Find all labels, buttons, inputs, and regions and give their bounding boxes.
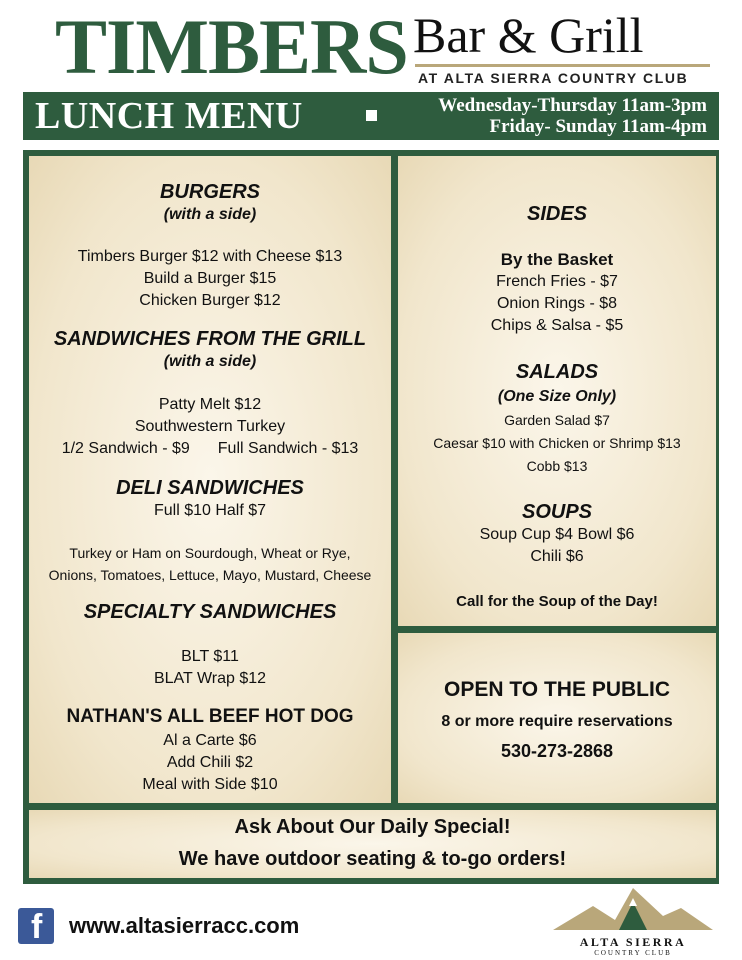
bottom-banner (29, 810, 716, 878)
soup-of-day-note: Call for the Soup of the Day! (456, 593, 658, 610)
sides-subtitle: By the Basket (500, 250, 614, 269)
soups-heading: SOUPS (521, 501, 593, 523)
logo-subtitle: COUNTRY CLUB (594, 949, 672, 957)
deli-heading: DELI SANDWICHES (116, 477, 304, 499)
menu-item: Meal with Side $10 (142, 776, 278, 793)
right-menu-panel (398, 156, 716, 626)
brand-title: TIMBERS (55, 3, 408, 90)
menu-item: Onion Rings - $8 (496, 295, 618, 312)
burgers-heading: BURGERS (159, 181, 260, 203)
brand-tagline: AT ALTA SIERRA COUNTRY CLUB (418, 70, 689, 86)
hours (438, 95, 707, 137)
sandwiches-note: (with a side) (163, 353, 257, 370)
menu-item: BLT $11 (181, 648, 239, 665)
deli-description: Turkey or Ham on Sourdough, Wheat or Rye, (69, 545, 351, 561)
sides-heading: SIDES (526, 203, 588, 225)
menu-title-band (23, 92, 719, 140)
header-divider (415, 64, 710, 67)
menu-item: Caesar $10 with Chicken or Shrimp $13 (433, 435, 681, 451)
menu-item: Southwestern Turkey (134, 418, 286, 435)
hotdog-heading: NATHAN'S ALL BEEF HOT DOG (66, 706, 354, 727)
full-sandwich-price: Full Sandwich - $13 (217, 440, 359, 457)
facebook-icon[interactable] (18, 908, 54, 944)
menu-item: Chili $6 (530, 548, 584, 565)
sandwich-size-row (29, 440, 391, 458)
salads-note: (One Size Only) (497, 388, 617, 405)
salads-heading: SALADS (515, 361, 599, 383)
menu-item: Chips & Salsa - $5 (490, 317, 624, 334)
deli-price: Full $10 Half $7 (153, 502, 267, 519)
brand-subtitle: Bar & Grill (413, 7, 644, 63)
website-link[interactable]: www.altasierracc.com (69, 913, 300, 938)
menu-board (23, 150, 719, 884)
menu-item: French Fries - $7 (496, 273, 618, 290)
bullet-divider (366, 110, 377, 121)
menu-item: Cobb $13 (526, 458, 588, 474)
hours-weekend: Friday- Sunday 11am-4pm (489, 116, 707, 137)
left-menu-panel (29, 156, 391, 803)
burgers-note: (with a side) (163, 206, 257, 223)
menu-item: Al a Carte $6 (163, 732, 257, 749)
public-info-panel (398, 633, 716, 803)
menu-item: Soup Cup $4 Bowl $6 (479, 526, 635, 543)
phone-number[interactable]: 530-273-2868 (500, 741, 614, 761)
menu-item: Chicken Burger $12 (139, 292, 281, 309)
hours-weekday: Wednesday-Thursday 11am-3pm (438, 95, 707, 116)
menu-item: Add Chili $2 (166, 754, 254, 771)
public-heading: OPEN TO THE PUBLIC (444, 678, 670, 701)
reservations-note: 8 or more require reservations (441, 713, 673, 730)
menu-item: Build a Burger $15 (143, 270, 277, 287)
deli-description: Onions, Tomatoes, Lettuce, Mayo, Mustard, Cheese (48, 567, 372, 583)
menu-item: Patty Melt $12 (158, 396, 262, 413)
daily-special-line: Ask About Our Daily Special! (234, 816, 511, 838)
menu-item: BLAT Wrap $12 (153, 670, 267, 687)
menu-title: LUNCH MENU (35, 95, 303, 137)
sandwiches-heading: SANDWICHES FROM THE GRILL (53, 328, 367, 350)
specialty-heading: SPECIALTY SANDWICHES (83, 601, 337, 623)
seating-line: We have outdoor seating & to-go orders! (178, 848, 567, 870)
menu-item: Garden Salad $7 (504, 412, 610, 428)
facebook-glyph: f (31, 908, 43, 946)
logo-name: ALTA SIERRA (579, 935, 687, 949)
menu-item: Timbers Burger $12 with Cheese $13 (77, 248, 343, 265)
half-sandwich-price: 1/2 Sandwich - $9 (61, 440, 190, 457)
